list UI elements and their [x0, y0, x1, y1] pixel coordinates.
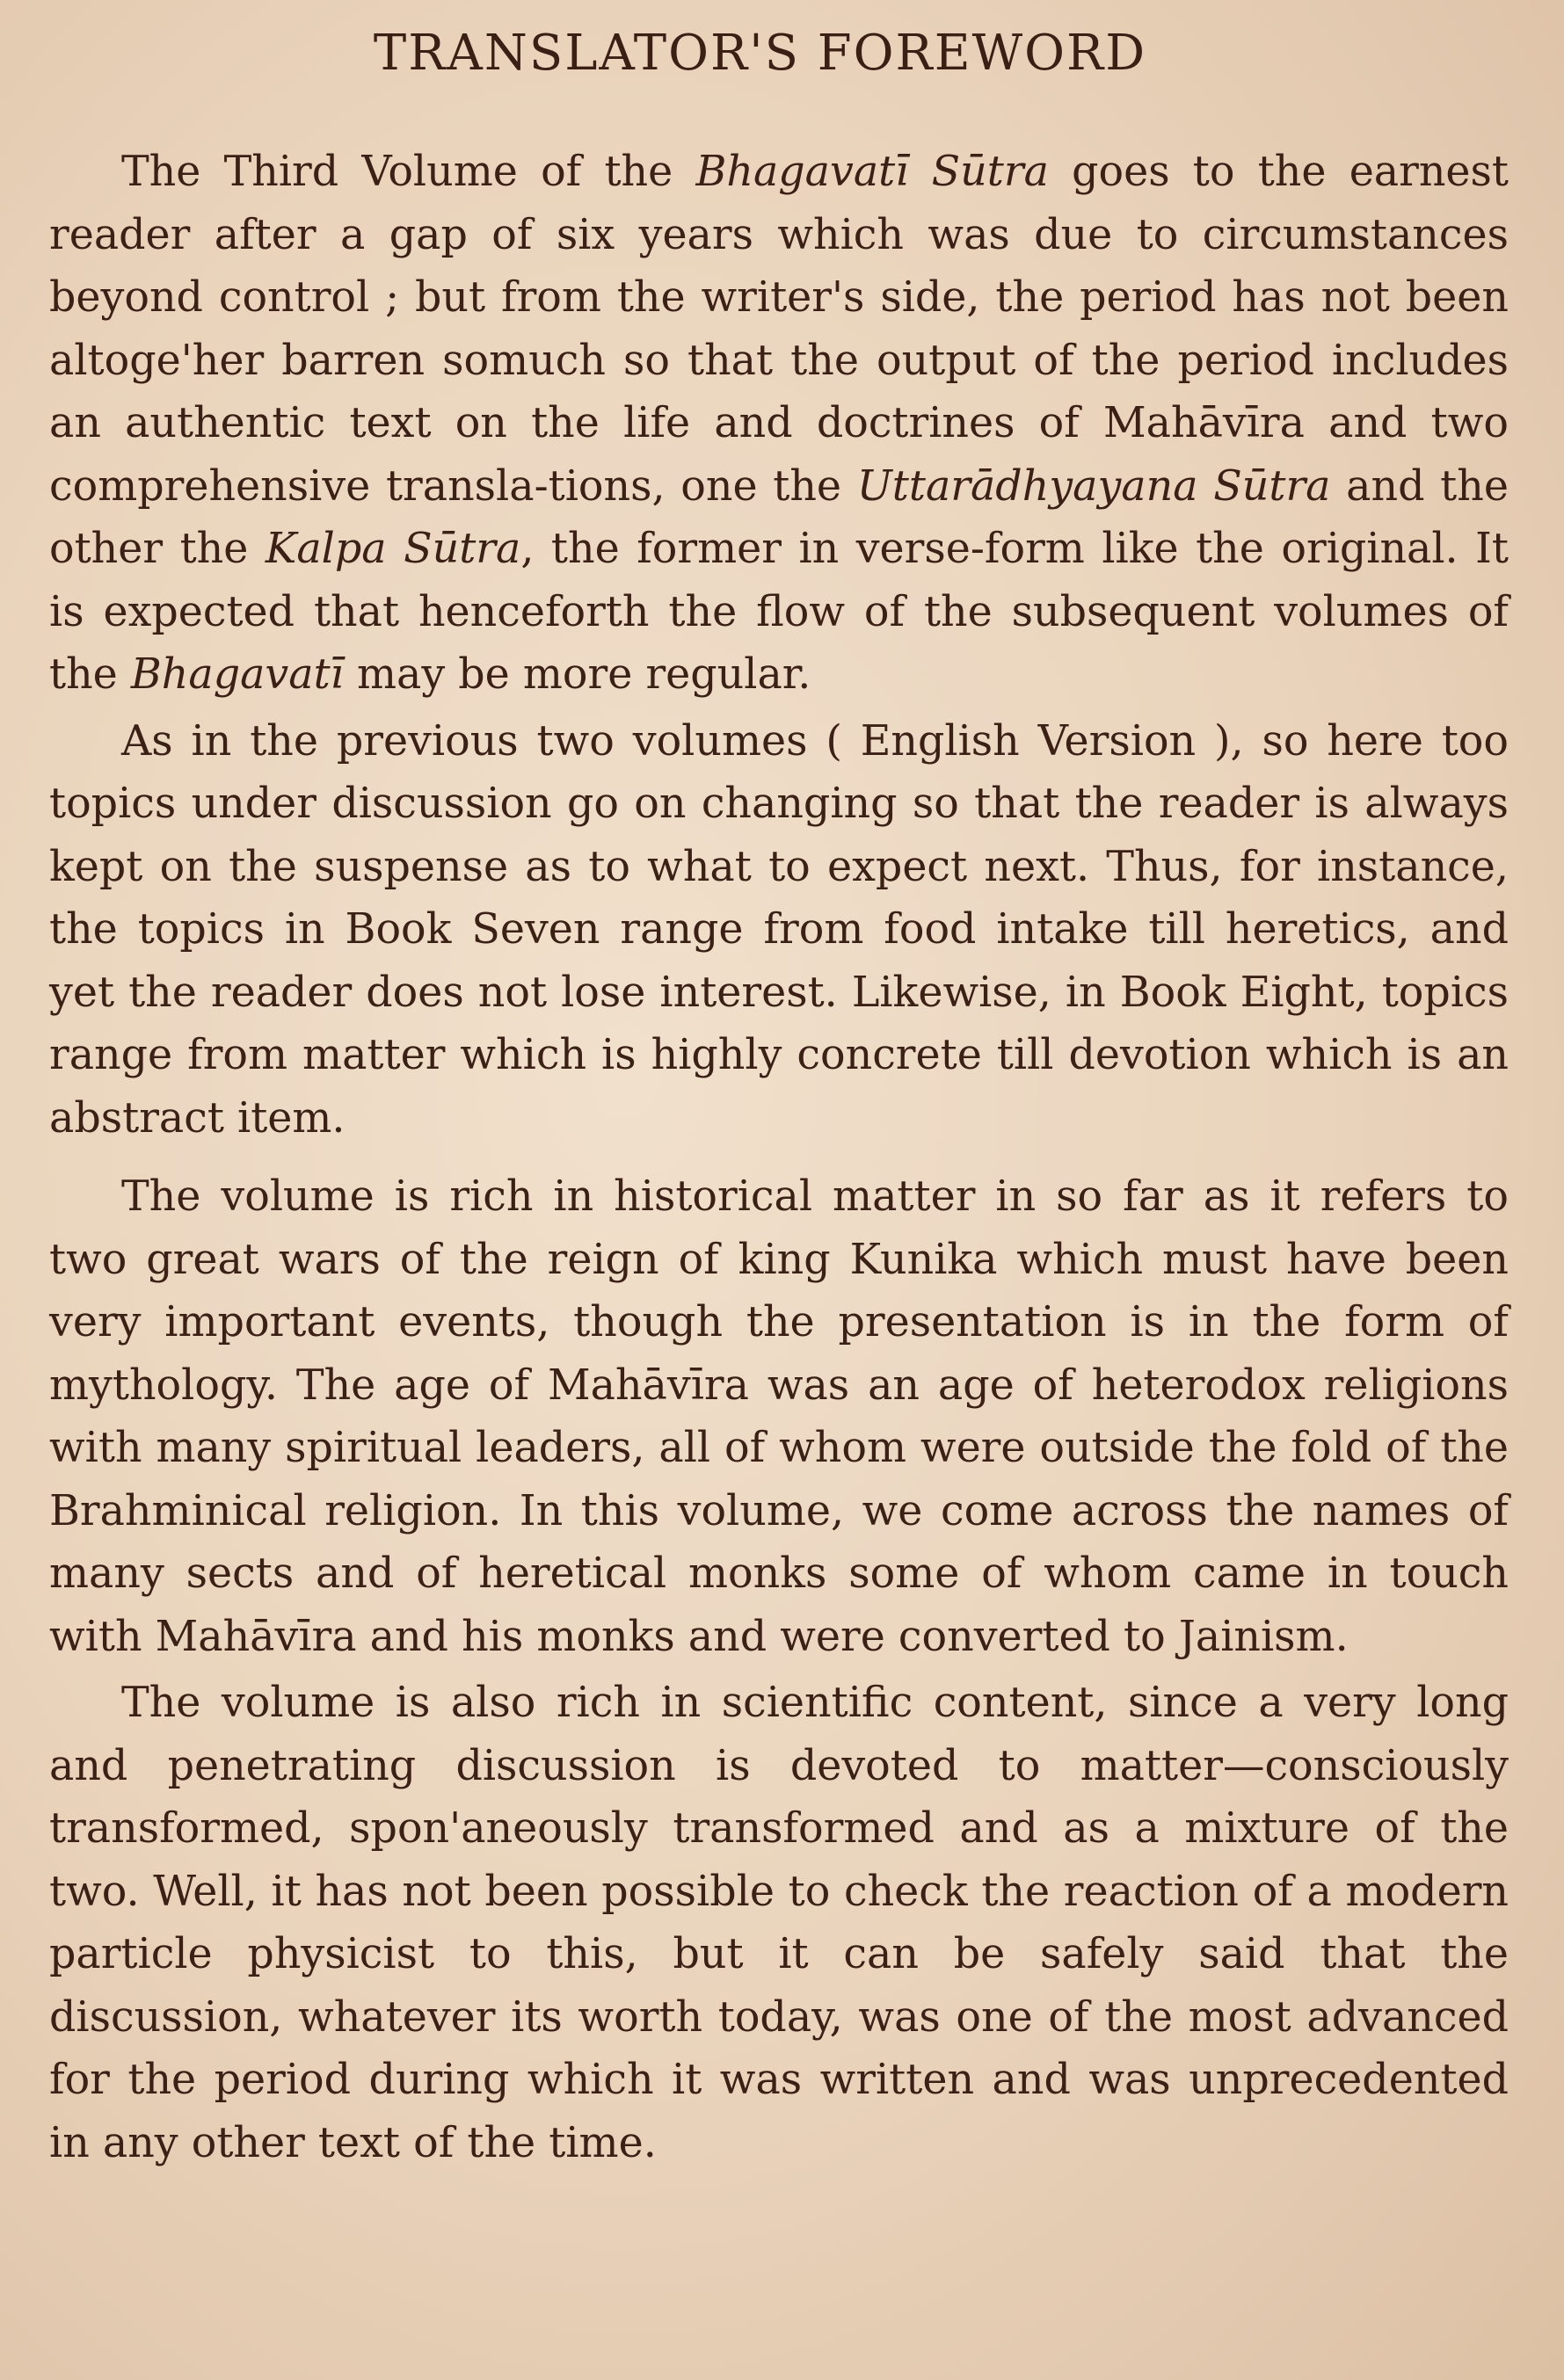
italic-title: Uttarādhyayana Sūtra: [856, 461, 1331, 511]
paragraph-4: [49, 1672, 1509, 2174]
text-segment: The volume is also rich in scientific content, since a very long and penetrating discussion is devoted to matter—consciously transformed, spon'aneously transformed and as a mixture of the two. Well, it has not been possible to check the reaction of a modern particle physicist to this, but it can be safely said that the discussion, whatever its worth today, was one of the most advanced for the period during which it was written and was unprecedented in any other text of the time.: [49, 1679, 1509, 2167]
foreword-body: [49, 141, 1509, 2174]
paragraph-2: [49, 710, 1509, 1150]
text-segment: may be more regular.: [343, 650, 811, 699]
italic-title: Bhagavatī Sūtra: [695, 148, 1049, 196]
text-segment: goes to the earnest reader after a gap of six years which was due to circumstances beyond control ; but from the writer's side, the period has not been altoge'her barren somuch so that the output of the period includes an authentic text on the life and doctrines of Mahāvīra and two comprehensive transla-tions, one the: [49, 148, 1509, 511]
italic-title: Kalpa Sūtra: [265, 525, 521, 573]
text-segment: As in the previous two volumes ( English Version ), so here too topics under discussion go on changing so that the reader is always kept on the suspense as to what to expect next. Thus, for instance, the topics in Book Seven range from food intake till heretics, and yet the reader does not lose interest. Likewise, in Book Eight, topics range from matter which is highly concrete till devotion which is an abstract item.: [49, 716, 1509, 1143]
text-segment: and the other the: [49, 461, 1509, 573]
paragraph-1: [49, 141, 1509, 707]
text-segment: , the former in verse-form like the original. It is expected that henceforth the flow of the subsequent volumes of the: [49, 525, 1509, 699]
paragraph-3: [49, 1165, 1509, 1668]
italic-title: Bhagavatī: [130, 650, 344, 699]
text-segment: The Third Volume of the: [121, 148, 696, 196]
page-heading: TRANSLATOR'S FOREWORD: [373, 25, 1147, 82]
text-segment: The volume is rich in historical matter in so far as it refers to two great wars of the reign of king Kunika which must have been very important events, though the presentation is in the form of mythology. The age of Mahāvīra was an age of heterodox religions with many spiritual leaders, all of whom were outside the fold of the Brahminical religion. In this volume, we come across the names of many sects and of heretical monks some of whom came in touch with Mahāvīra and his monks and were converted to Jainism.: [49, 1172, 1509, 1661]
